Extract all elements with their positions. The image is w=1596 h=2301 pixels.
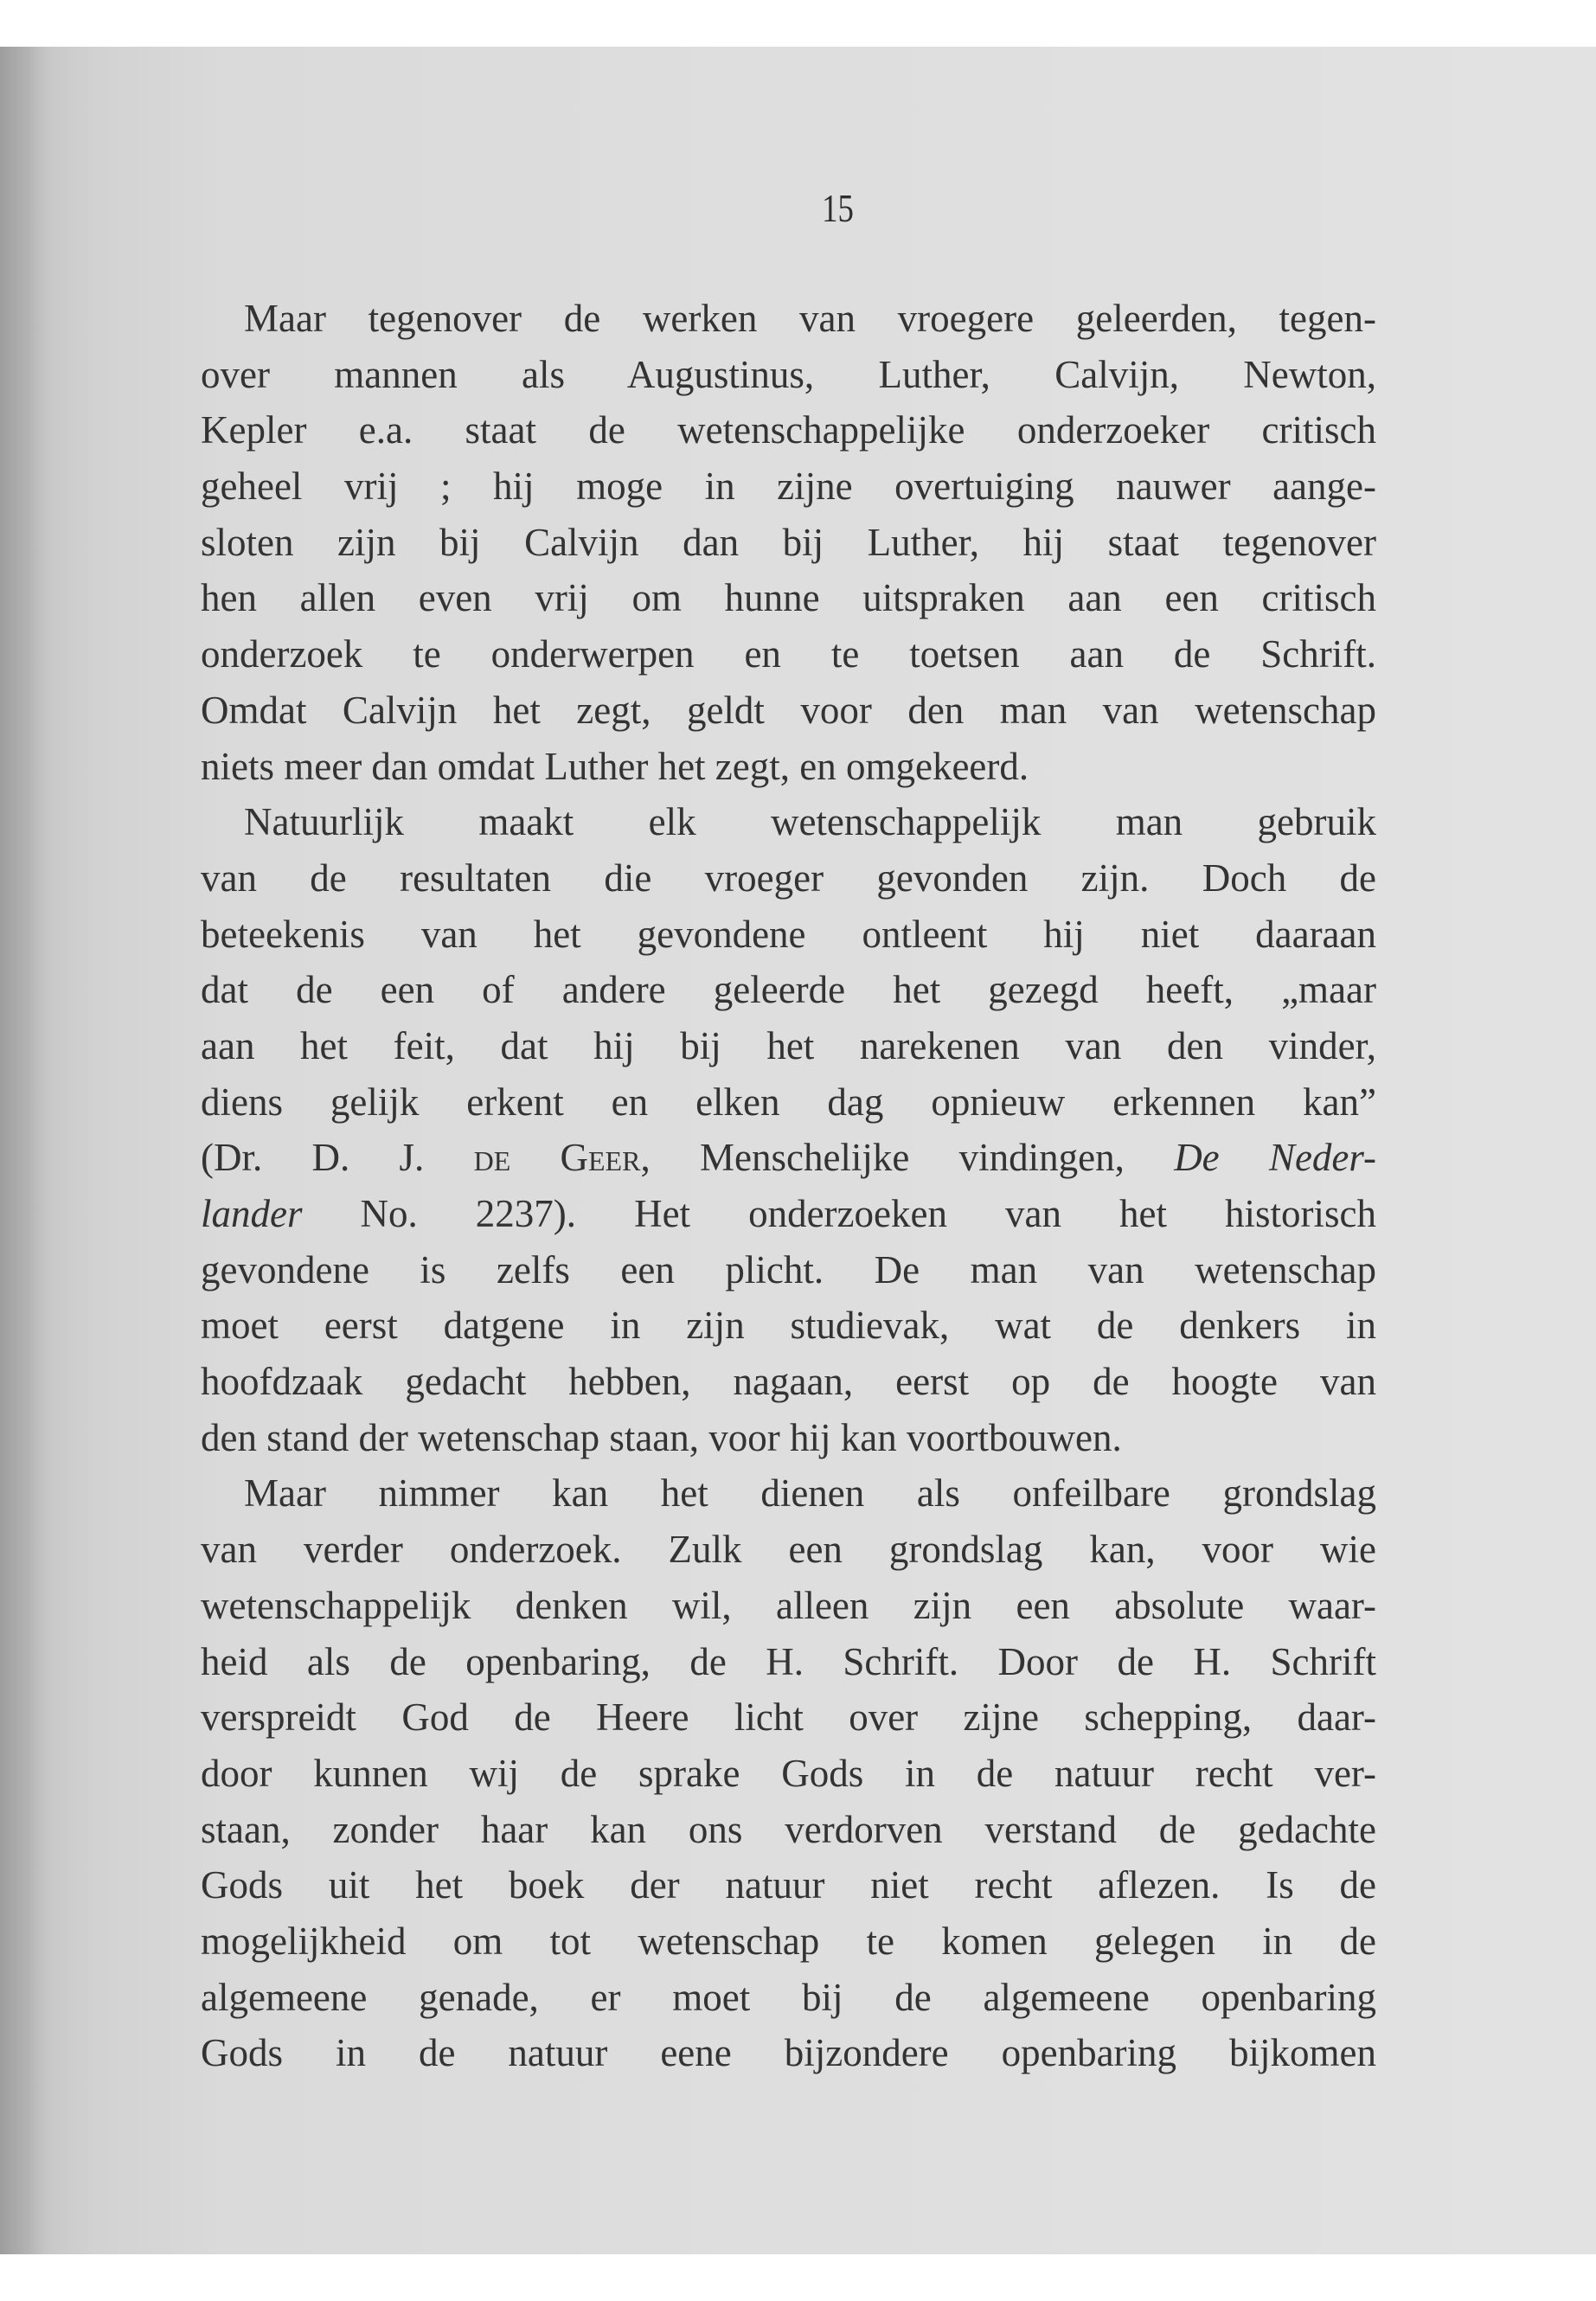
text-line — [201, 515, 1376, 571]
text-line — [201, 458, 1376, 515]
text-line — [201, 1242, 1376, 1298]
text-line — [201, 1857, 1376, 1913]
text-line — [201, 1130, 1376, 1186]
text-line — [201, 1465, 1376, 1522]
text-line — [201, 1298, 1376, 1354]
small-caps-text: de Geer — [473, 1136, 641, 1180]
line-text: Maar nimmer kan het dienen als onfeilbare grondslag — [244, 1471, 1376, 1516]
line-text: door kunnen wij de sprake Gods in de natuur recht ver- — [201, 1751, 1376, 1795]
text-line — [201, 2025, 1376, 2081]
book-gutter-shadow — [0, 47, 42, 2254]
line-text: moet eerst datgene in zijn studievak, wat de denkers in — [201, 1304, 1376, 1348]
line-text: verspreidt God de Heere licht over zijne schepping, daar- — [201, 1695, 1376, 1740]
line-text: Natuurlijk maakt elk wetenschappelijk man gebruik — [244, 800, 1376, 844]
text-line — [201, 1689, 1376, 1746]
text-line — [201, 1970, 1376, 2026]
text-line — [201, 347, 1376, 403]
text-line — [201, 1018, 1376, 1074]
text-line — [201, 683, 1376, 739]
text-line — [201, 739, 1376, 795]
line-text: wetenschappelijk denken wil, alleen zijn een absolute waar- — [201, 1583, 1376, 1627]
line-text: hoofdzaak gedacht hebben, nagaan, eerst op de hoogte van — [201, 1360, 1376, 1404]
text-line — [201, 570, 1376, 626]
line-text: Gods uit het boek der natuur niet recht aflezen. Is de — [201, 1863, 1376, 1907]
italic-text: De Neder- — [1174, 1136, 1376, 1180]
line-text: mogelijkheid om tot wetenschap te komen gelegen in de — [201, 1919, 1376, 1963]
text-line — [201, 402, 1376, 458]
text-line — [201, 1802, 1376, 1858]
text-line — [201, 1746, 1376, 1802]
text-line — [201, 626, 1376, 683]
line-text: sloten zijn bij Calvijn dan bij Luther, hij staat tegenover — [201, 520, 1376, 564]
line-text: staan, zonder haar kan ons verdorven verstand de gedachte — [201, 1807, 1376, 1851]
line-text: algemeene genade, er moet bij de algemeene openbaring — [201, 1975, 1376, 2019]
page-number: 15 — [822, 186, 854, 230]
line-text: van de resultaten die vroeger gevonden zijn. Doch de — [201, 856, 1376, 900]
line-text: Kepler e.a. staat de wetenschappelijke onderzoeker critisch — [201, 408, 1376, 452]
text-line — [201, 1913, 1376, 1970]
line-text: , Menschelijke vindingen, — [640, 1136, 1175, 1180]
line-text: Gods in de natuur eene bijzondere openbaring bijkomen — [201, 2031, 1376, 2075]
line-text: niets meer dan omdat Luther het zegt, en omgekeerd. — [201, 744, 1029, 788]
text-line — [201, 291, 1376, 347]
line-text: van verder onderzoek. Zulk een grondslag kan, voor wie — [201, 1528, 1376, 1572]
line-text: beteekenis van het gevondene ontleent hij niet daaraan — [201, 912, 1376, 956]
line-text: No. 2237). Het onderzoeken van het historisch — [302, 1192, 1376, 1235]
italic-text: lander — [201, 1192, 303, 1235]
text-line — [201, 1578, 1376, 1634]
line-text: onderzoek te onderwerpen en te toetsen aan de Schrift. — [201, 632, 1376, 676]
body-text — [201, 291, 1376, 2081]
text-line — [201, 794, 1376, 850]
line-text: Maar tegenover de werken van vroegere geleerden, tegen- — [244, 297, 1376, 340]
text-line — [201, 1634, 1376, 1690]
text-line — [201, 1410, 1376, 1466]
line-text: diens gelijk erkent en elken dag opnieuw erkennen kan” — [201, 1080, 1376, 1124]
text-line — [201, 962, 1376, 1018]
line-text: geheel vrij ; hij moge in zijne overtuiging nauwer aange- — [201, 465, 1376, 509]
scanned-book-page — [0, 47, 1596, 2254]
line-text: aan het feit, dat hij bij het narekenen van den vinder, — [201, 1023, 1376, 1067]
line-text: Omdat Calvijn het zegt, geldt voor den man van wetenschap — [201, 688, 1376, 732]
line-text: den stand der wetenschap staan, voor hij kan voortbouwen. — [201, 1415, 1122, 1459]
line-text: hen allen even vrij om hunne uitspraken aan een critisch — [201, 576, 1376, 620]
line-text: dat de een of andere geleerde het gezegd heeft, „maar — [201, 968, 1376, 1012]
text-line — [201, 1074, 1376, 1131]
line-text: heid als de openbaring, de H. Schrift. Door de H. Schrift — [201, 1639, 1376, 1683]
text-line — [201, 1186, 1376, 1242]
text-line — [201, 907, 1376, 963]
line-text: (Dr. D. J. — [201, 1136, 474, 1180]
text-line — [201, 850, 1376, 907]
line-text: gevondene is zelfs een plicht. De man van wetenschap — [201, 1247, 1376, 1292]
line-text: over mannen als Augustinus, Luther, Calvijn, Newton, — [201, 352, 1376, 396]
text-line — [201, 1354, 1376, 1410]
text-line — [201, 1522, 1376, 1578]
